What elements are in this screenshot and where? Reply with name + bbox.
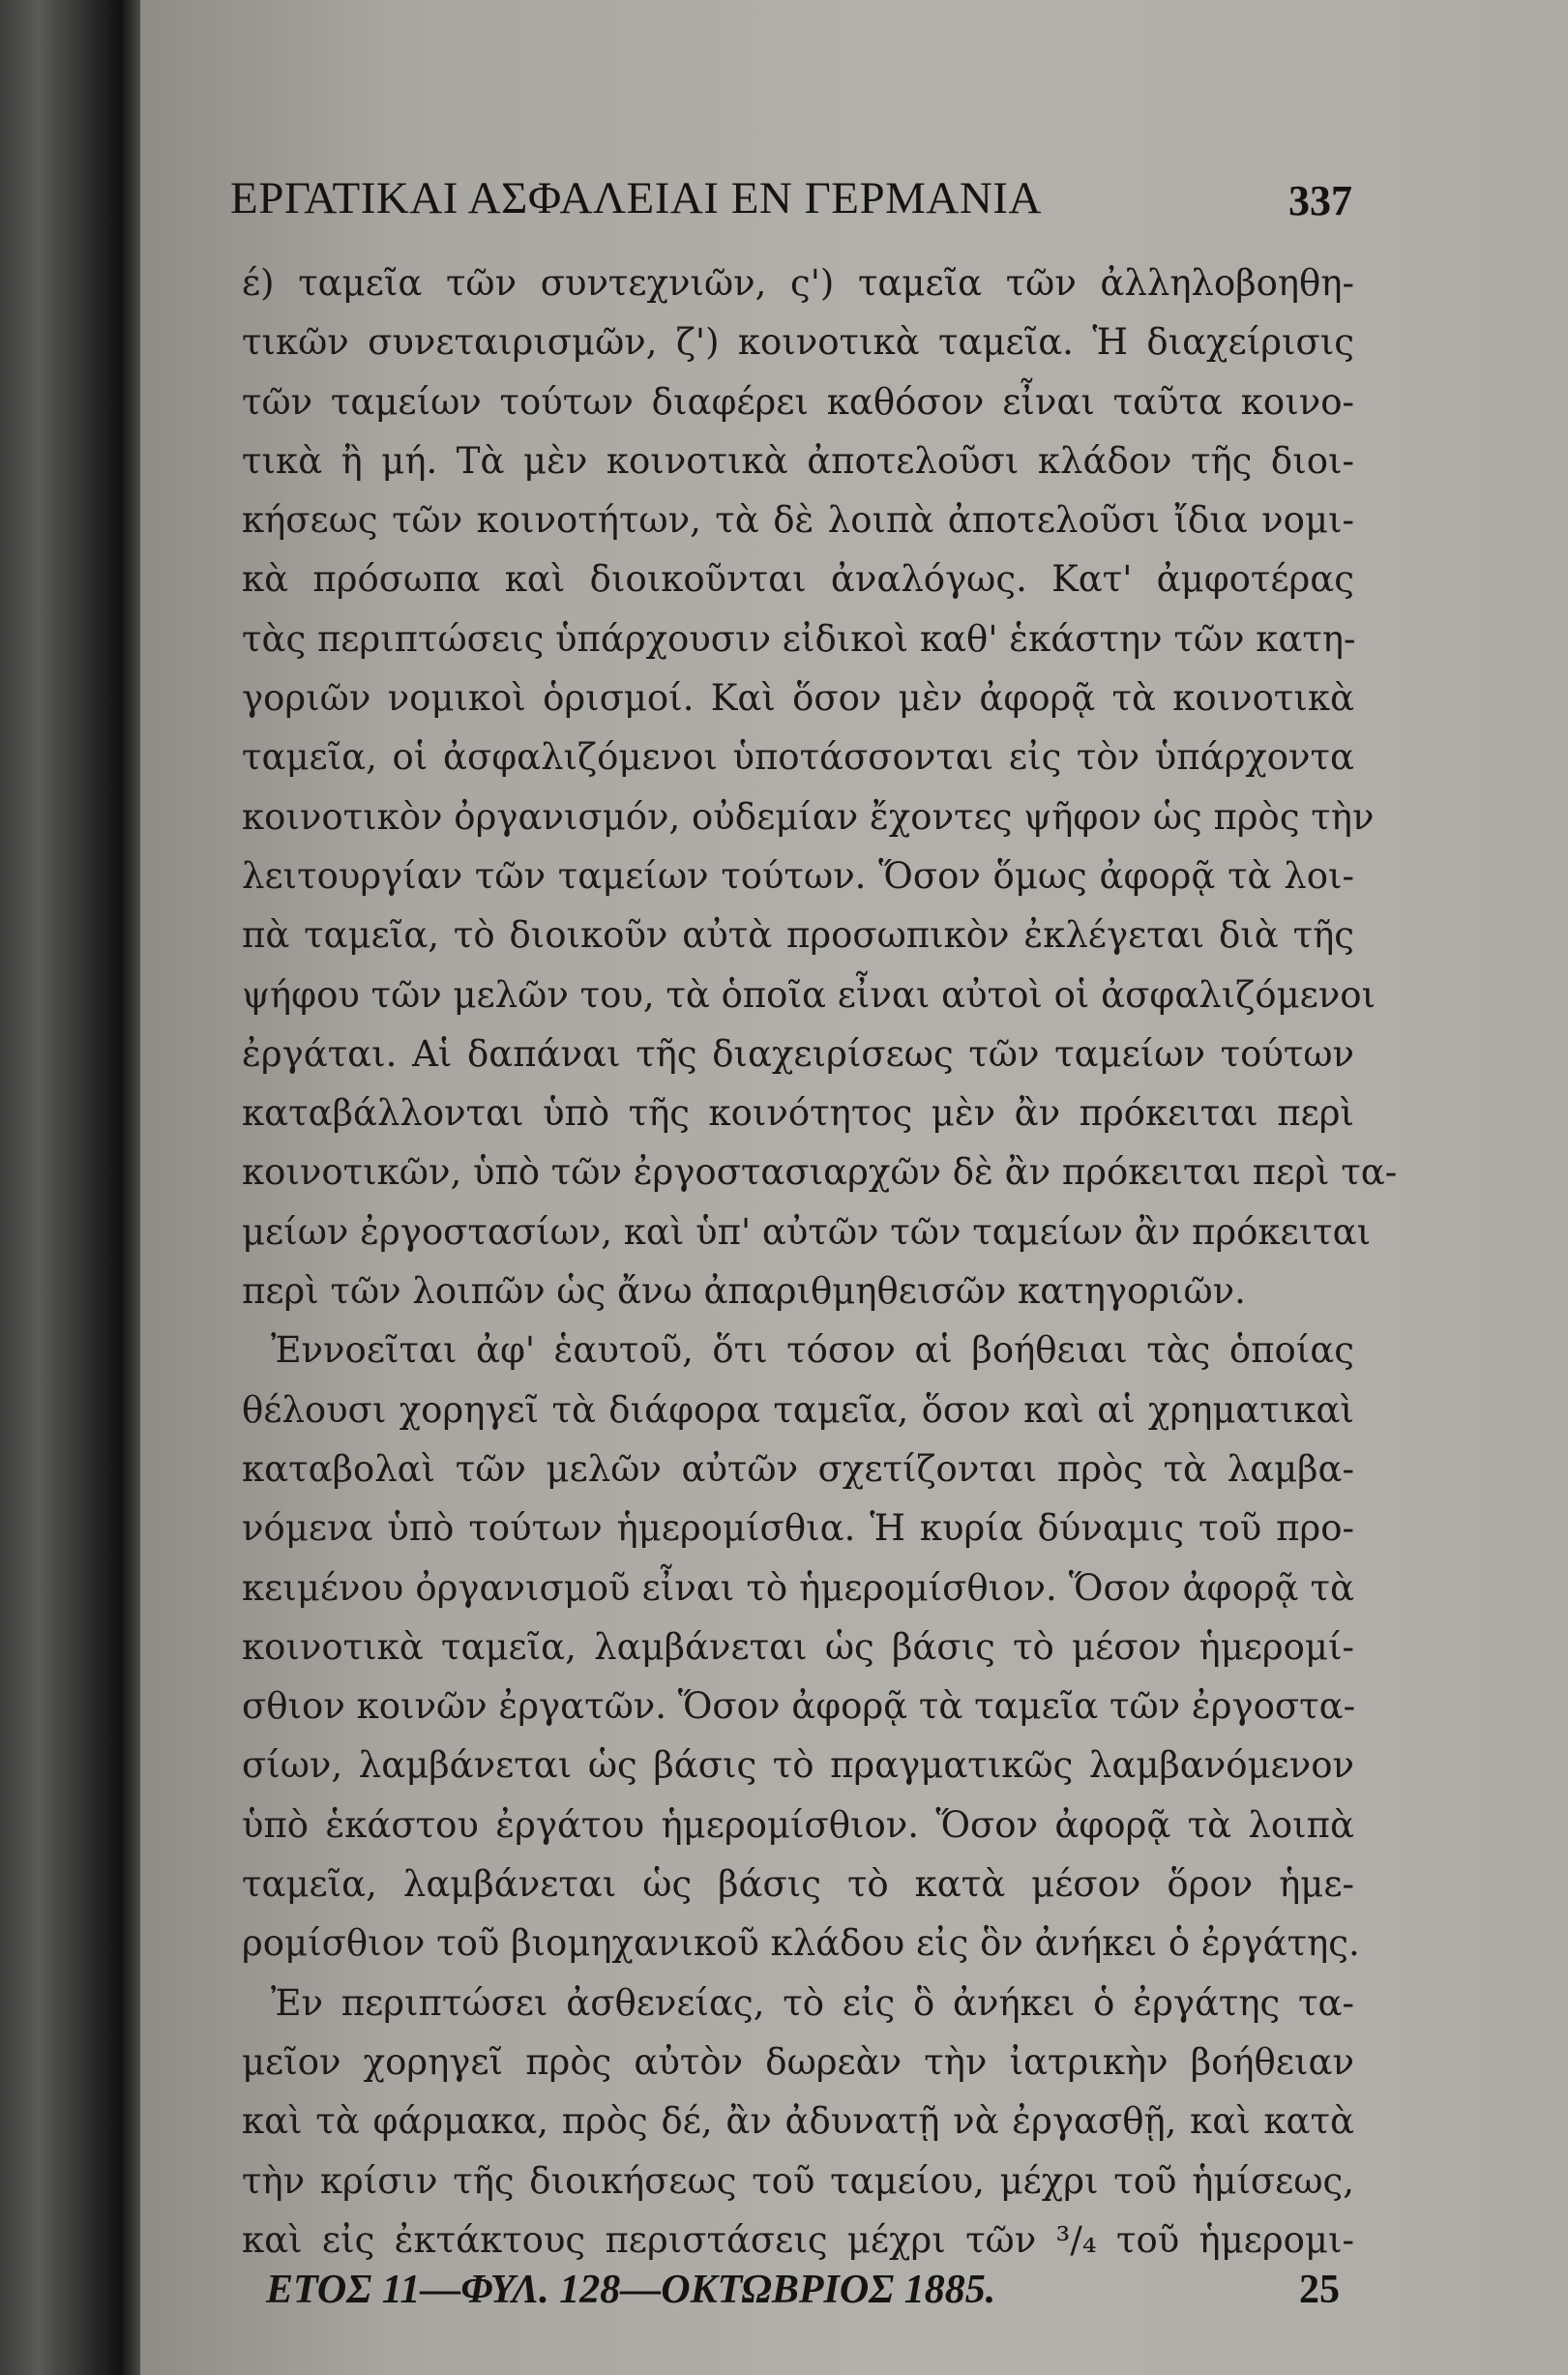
text-line: κειμένου ὀργανισμοῦ εἶναι τὸ ἡμερομίσθιον. Ὅσον ἀφορᾷ τὰ (242, 1566, 1354, 1609)
text-line: σθιον κοινῶν ἐργατῶν. Ὅσον ἀφορᾷ τὰ ταμεῖα τῶν ἐργοστα- (242, 1685, 1356, 1728)
text-line: πὰ ταμεῖα, τὸ διοικοῦν αὐτὰ προσωπικὸν ἐκλέγεται διὰ τῆς (242, 914, 1354, 957)
text-line: τὰς περιπτώσεις ὑπάρχουσιν εἰδικοὶ καθ' ἑκάστην τῶν κατη- (242, 617, 1356, 660)
body-text (242, 253, 1398, 2270)
book-binding-shadow (0, 0, 140, 2375)
text-line: Ἐννοεῖται ἀφ' ἑαυτοῦ, ὅτι τόσον αἱ βοήθειαι τὰς ὁποίας (271, 1329, 1354, 1372)
text-line: ἐργάται. Αἱ δαπάναι τῆς διαχειρίσεως τῶν ταμείων τούτων (242, 1032, 1354, 1075)
text-line: τῶν ταμείων τούτων διαφέρει καθόσον εἶναι ταῦτα κοινο- (242, 380, 1354, 423)
text-line: κοινοτικὸν ὀργανισμόν, οὐδεμίαν ἔχοντες ψῆφον ὡς πρὸς τὴν (242, 795, 1375, 838)
text-line: κοινοτικῶν, ὑπὸ τῶν ἐργοστασιαρχῶν δὲ ἂν πρόκειται περὶ τα- (242, 1151, 1398, 1194)
footer-signature: ΕΤΟΣ 11—ΦΥΛ. 128—ΟΚΤΩΒΡΙΟΣ 1885. (266, 2268, 996, 2312)
text-line: ψήφου τῶν μελῶν του, τὰ ὁποῖα εἶναι αὐτοὶ οἱ ἀσφαλιζόμενοι (242, 973, 1376, 1016)
running-header (230, 172, 1352, 230)
text-line: ταμεῖα, λαμβάνεται ὡς βάσις τὸ κατὰ μέσον ὅρον ἡμε- (242, 1863, 1354, 1906)
page-number: 337 (1288, 177, 1352, 224)
text-line: θέλουσι χορηγεῖ τὰ διάφορα ταμεῖα, ὅσον καὶ αἱ χρηματικαὶ (242, 1388, 1354, 1431)
text-line: περὶ τῶν λοιπῶν ὡς ἄνω ἀπαριθμηθεισῶν κατηγοριῶν. (242, 1270, 1246, 1313)
text-line: καταβάλλονται ὑπὸ τῆς κοινότητος μὲν ἂν πρόκειται περὶ (242, 1092, 1354, 1135)
text-line: μείων ἐργοστασίων, καὶ ὑπ' αὐτῶν τῶν ταμείων ἂν πρόκειται (242, 1210, 1372, 1253)
text-line: κοινοτικὰ ταμεῖα, λαμβάνεται ὡς βάσις τὸ μέσον ἡμερομί- (242, 1625, 1354, 1668)
text-line: σίων, λαμβάνεται ὡς βάσις τὸ πραγματικῶς λαμβανόμενον (242, 1744, 1354, 1787)
text-line: λειτουργίαν τῶν ταμείων τούτων. Ὅσον ὅμως ἀφορᾷ τὰ λοι- (242, 854, 1354, 897)
text-line: ὑπὸ ἑκάστου ἐργάτου ἡμερομίσθιον. Ὅσον ἀφορᾷ τὰ λοιπὰ (242, 1803, 1354, 1846)
text-line: τὴν κρίσιν τῆς διοικήσεως τοῦ ταμείου, μέχρι τοῦ ἡμίσεως, (242, 2159, 1354, 2202)
footer-sheet-number: 25 (1299, 2268, 1340, 2312)
text-line: έ) ταμεῖα τῶν συντεχνιῶν, ς') ταμεῖα τῶν ἀλληλοβοηθη- (242, 262, 1354, 304)
text-line: γοριῶν νομικοὶ ὁρισμοί. Καὶ ὅσον μὲν ἀφορᾷ τὰ κοινοτικὰ (242, 677, 1354, 720)
running-header-title: ΕΡΓΑΤΙΚΑΙ ΑΣΦΑΛΕΙΑΙ ΕΝ ΓΕΡΜΑΝΙΑ (230, 173, 1042, 223)
text-line: Ἐν περιπτώσει ἀσθενείας, τὸ εἰς ὃ ἀνήκει ὁ ἐργάτης τα- (271, 1981, 1354, 2024)
text-line: ταμεῖα, οἱ ἀσφαλιζόμενοι ὑποτάσσονται εἰς τὸν ὑπάρχοντα (242, 736, 1354, 779)
text-line: κὰ πρόσωπα καὶ διοικοῦνται ἀναλόγως. Κατ' ἀμφοτέρας (242, 558, 1354, 601)
text-line: κήσεως τῶν κοινοτήτων, τὰ δὲ λοιπὰ ἀποτελοῦσι ἴδια νομι- (242, 499, 1354, 542)
text-line: ρομίσθιον τοῦ βιομηχανικοῦ κλάδου εἰς ὃν ἀνήκει ὁ ἐργάτης. (242, 1922, 1360, 1965)
text-line: καταβολαὶ τῶν μελῶν αὐτῶν σχετίζονται πρὸς τὰ λαμβα- (242, 1447, 1354, 1490)
text-line: τικῶν συνεταιρισμῶν, ζ') κοινοτικὰ ταμεῖα. Ἡ διαχείρισις (242, 321, 1354, 364)
text-line: τικὰ ἢ μή. Τὰ μὲν κοινοτικὰ ἀποτελοῦσι κλάδον τῆς διοι- (242, 439, 1354, 482)
page-footer (266, 2267, 1340, 2321)
text-line: μεῖον χορηγεῖ πρὸς αὐτὸν δωρεὰν τὴν ἰατρικὴν βοήθειαν (242, 2040, 1354, 2083)
text-line: νόμενα ὑπὸ τούτων ἡμερομίσθια. Ἡ κυρία δύναμις τοῦ προ- (242, 1507, 1354, 1550)
text-line: καὶ εἰς ἐκτάκτους περιστάσεις μέχρι τῶν ³/₄ τοῦ ἡμερομι- (242, 2218, 1354, 2261)
text-line: καὶ τὰ φάρμακα, πρὸς δέ, ἂν ἀδυνατῇ νὰ ἐργασθῇ, καὶ κατὰ (242, 2100, 1354, 2143)
